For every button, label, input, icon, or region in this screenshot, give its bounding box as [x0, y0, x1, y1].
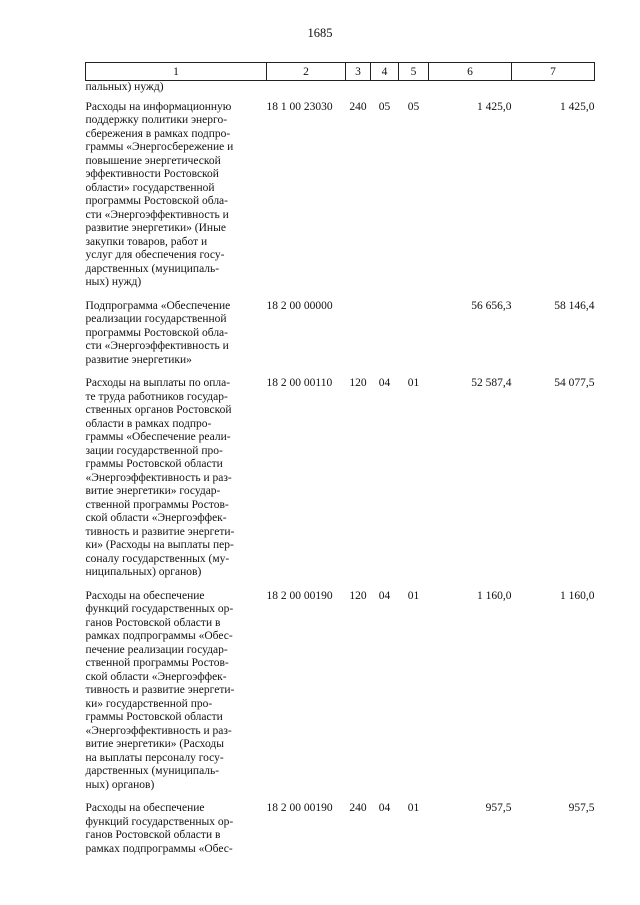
description-line: граммы Ростовской области — [85, 711, 223, 723]
description-line: эффективности Ростовской — [85, 168, 219, 180]
row-description — [86, 590, 267, 803]
row-amount-col7 — [512, 81, 595, 101]
column-header-4: 4 — [371, 63, 399, 81]
description-line: ниципальных) органов) — [85, 566, 202, 578]
description-line: «Энергоэффективность и раз- — [85, 724, 232, 737]
description-line: Подпрограмма «Обеспечение — [85, 299, 231, 312]
row-subsection: 01 — [407, 377, 420, 389]
table-body — [86, 81, 595, 867]
table-row — [86, 377, 595, 590]
row-subsection: 01 — [407, 589, 420, 602]
description-line: дарственных (муниципаль- — [85, 765, 220, 777]
row-section: 05 — [378, 100, 391, 113]
description-line: ской области «Энергоэффек- — [85, 512, 227, 524]
column-header-6: 6 — [429, 63, 512, 81]
description-line: программы Ростовской обла- — [85, 326, 228, 339]
description-line: соналу государственных (му- — [85, 552, 230, 565]
description-line: реализации государственной — [85, 313, 227, 325]
row-description — [86, 81, 267, 101]
description-line: Расходы на обеспечение — [85, 802, 205, 814]
description-line: сти «Энергоэффективность и — [85, 340, 229, 352]
description-line: развитие энергетики» (Иные — [85, 222, 226, 234]
description-line: витие энергетики» государ- — [85, 485, 221, 497]
description-line: тивность и развитие энергети- — [85, 525, 235, 538]
column-header-1: 1 — [86, 63, 267, 81]
description-line: Расходы на обеспечение — [85, 589, 205, 602]
row-code: 18 2 00 00190 — [266, 802, 333, 814]
row-amount-col6: 1 425,0 — [477, 100, 512, 113]
row-expense-type: 120 — [349, 377, 367, 389]
header-row — [86, 63, 595, 81]
description-line: области» государственной — [85, 181, 215, 194]
description-line: на выплаты персоналу госу- — [85, 751, 224, 764]
row-amount-col7: 1 160,0 — [560, 589, 595, 602]
description-line: ганов Ростовской области в — [85, 616, 221, 629]
description-line: печение реализации государ- — [85, 643, 228, 656]
table-row — [86, 81, 595, 101]
row-code — [267, 81, 346, 101]
description-line: функций государственных ор- — [85, 815, 234, 828]
row-code: 18 1 00 23030 — [266, 100, 333, 113]
row-subsection: 05 — [407, 100, 420, 113]
row-amount-col6: 52 587,4 — [471, 377, 512, 389]
table-row — [86, 101, 595, 300]
description-line: ственной программы Ростов- — [85, 498, 229, 511]
description-line: повышение энергетической — [85, 154, 221, 167]
row-subsection — [399, 300, 429, 378]
row-code: 18 2 00 00190 — [266, 589, 333, 602]
description-line: сти «Энергоэффективность и — [85, 208, 229, 221]
description-line: рамках подпрограммы «Обес- — [85, 842, 233, 855]
row-description — [86, 300, 267, 378]
table-row — [86, 590, 595, 803]
description-line: граммы Ростовской области — [85, 458, 223, 470]
row-amount-col7: 58 146,4 — [554, 299, 595, 312]
description-line: зации государственной про- — [85, 444, 223, 457]
row-expense-type: 240 — [349, 802, 367, 814]
column-header-7: 7 — [512, 63, 595, 81]
column-header-3: 3 — [346, 63, 371, 81]
description-line: сбережения в рамках подпро- — [85, 127, 231, 140]
row-subsection — [399, 81, 429, 101]
row-description — [86, 377, 267, 590]
description-line: поддержку политики энерго- — [85, 114, 228, 126]
description-line: тивность и развитие энергети- — [85, 684, 235, 696]
row-description — [86, 101, 267, 300]
row-amount-col6: 56 656,3 — [471, 299, 512, 312]
description-line: ки» (Расходы на выплаты пер- — [85, 539, 234, 551]
description-line: ственных органов Ростовской — [85, 404, 232, 416]
description-line: дарственных (муниципаль- — [85, 262, 220, 275]
description-line: те труда работников государ- — [85, 390, 228, 403]
description-line: Расходы на информационную — [85, 100, 232, 113]
column-header-5: 5 — [399, 63, 429, 81]
description-line: ных) органов) — [85, 778, 155, 791]
column-header-2: 2 — [267, 63, 346, 81]
row-expense-type: 120 — [349, 589, 367, 602]
row-amount-col6: 957,5 — [485, 802, 512, 814]
description-line: области в рамках подпро- — [85, 417, 212, 430]
row-code: 18 2 00 00110 — [266, 377, 333, 389]
description-line: развитие энергетики» — [85, 353, 192, 366]
description-line: пальных) нужд) — [85, 81, 164, 93]
description-line: «Энергоэффективность и раз- — [85, 471, 232, 484]
description-line: рамках подпрограммы «Обес- — [85, 630, 233, 642]
row-expense-type — [346, 81, 371, 101]
row-amount-col6 — [429, 81, 512, 101]
description-line: программы Ростовской обла- — [85, 195, 228, 207]
table-row — [86, 802, 595, 866]
description-line: Расходы на выплаты по опла- — [85, 377, 231, 389]
row-expense-type: 240 — [349, 100, 367, 113]
page-number: 1685 — [307, 26, 333, 40]
row-amount-col7: 54 077,5 — [554, 377, 595, 389]
description-line: граммы «Энергосбережение и — [85, 141, 234, 153]
row-amount-col7: 957,5 — [568, 802, 595, 814]
table-row — [86, 300, 595, 378]
description-line: граммы «Обеспечение реали- — [85, 431, 231, 443]
description-line: ных) нужд) — [85, 276, 142, 288]
description-line: услуг для обеспечения госу- — [85, 249, 225, 261]
row-amount-col6: 1 160,0 — [477, 589, 512, 602]
row-code: 18 2 00 00000 — [266, 299, 333, 312]
row-amount-col7: 1 425,0 — [560, 100, 595, 113]
row-subsection: 01 — [407, 802, 420, 814]
row-section — [371, 300, 399, 378]
row-section — [371, 81, 399, 101]
row-description — [86, 802, 267, 866]
description-line: ганов Ростовской области в — [85, 829, 221, 841]
description-line: функций государственных ор- — [85, 603, 234, 615]
description-line: витие энергетики» (Расходы — [85, 738, 224, 750]
description-line: ственной программы Ростов- — [85, 657, 229, 669]
description-line: ской области «Энергоэффек- — [85, 670, 227, 683]
description-line: ки» государственной про- — [85, 697, 213, 710]
row-section: 04 — [378, 802, 391, 814]
description-line: закупки товаров, работ и — [85, 235, 208, 248]
row-section: 04 — [378, 589, 391, 602]
row-section: 04 — [378, 377, 391, 389]
budget-table — [85, 62, 595, 866]
row-expense-type — [346, 300, 371, 378]
